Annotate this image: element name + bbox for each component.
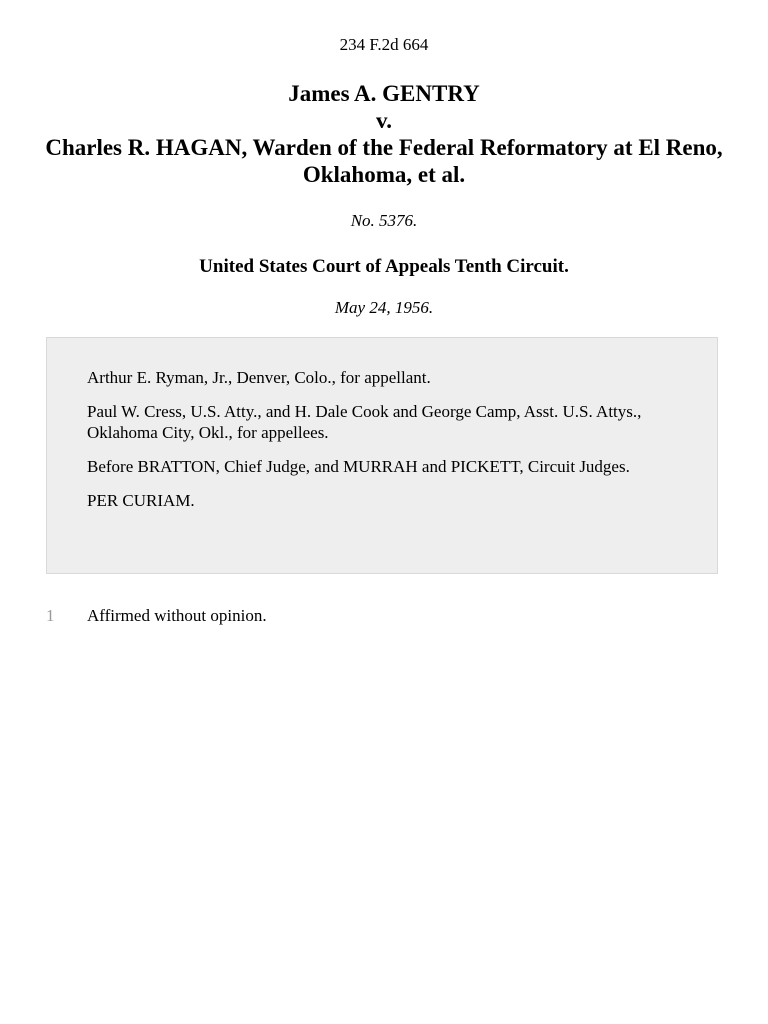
per-curiam: PER CURIAM.	[87, 491, 195, 510]
docket-number: No. 5376.	[350, 211, 418, 230]
judge-panel: Before BRATTON, Chief Judge, and MURRAH and PICKETT, Circuit Judges.	[87, 457, 630, 476]
case-citation: 234 F.2d 664	[339, 35, 429, 54]
versus: v.	[376, 108, 392, 133]
court-name: United States Court of Appeals Tenth Circuit.	[199, 256, 569, 277]
party-appellant: James A. GENTRY	[288, 81, 480, 106]
paragraph-text: Affirmed without opinion.	[87, 606, 267, 625]
party-appellee: Charles R. HAGAN, Warden of the Federal Reformatory at El Reno, Oklahoma, et al.	[45, 135, 723, 187]
paragraph-number: 1	[46, 606, 55, 625]
appellant-counsel: Arthur E. Ryman, Jr., Denver, Colo., for appellant.	[87, 368, 431, 387]
prelims-box	[46, 337, 718, 574]
case-title	[40, 80, 728, 188]
decision-date: May 24, 1956.	[334, 298, 434, 317]
appellee-counsel: Paul W. Cress, U.S. Atty., and H. Dale Cook and George Camp, Asst. U.S. Attys., Oklahoma City, Okl., for appellees.	[87, 402, 642, 442]
